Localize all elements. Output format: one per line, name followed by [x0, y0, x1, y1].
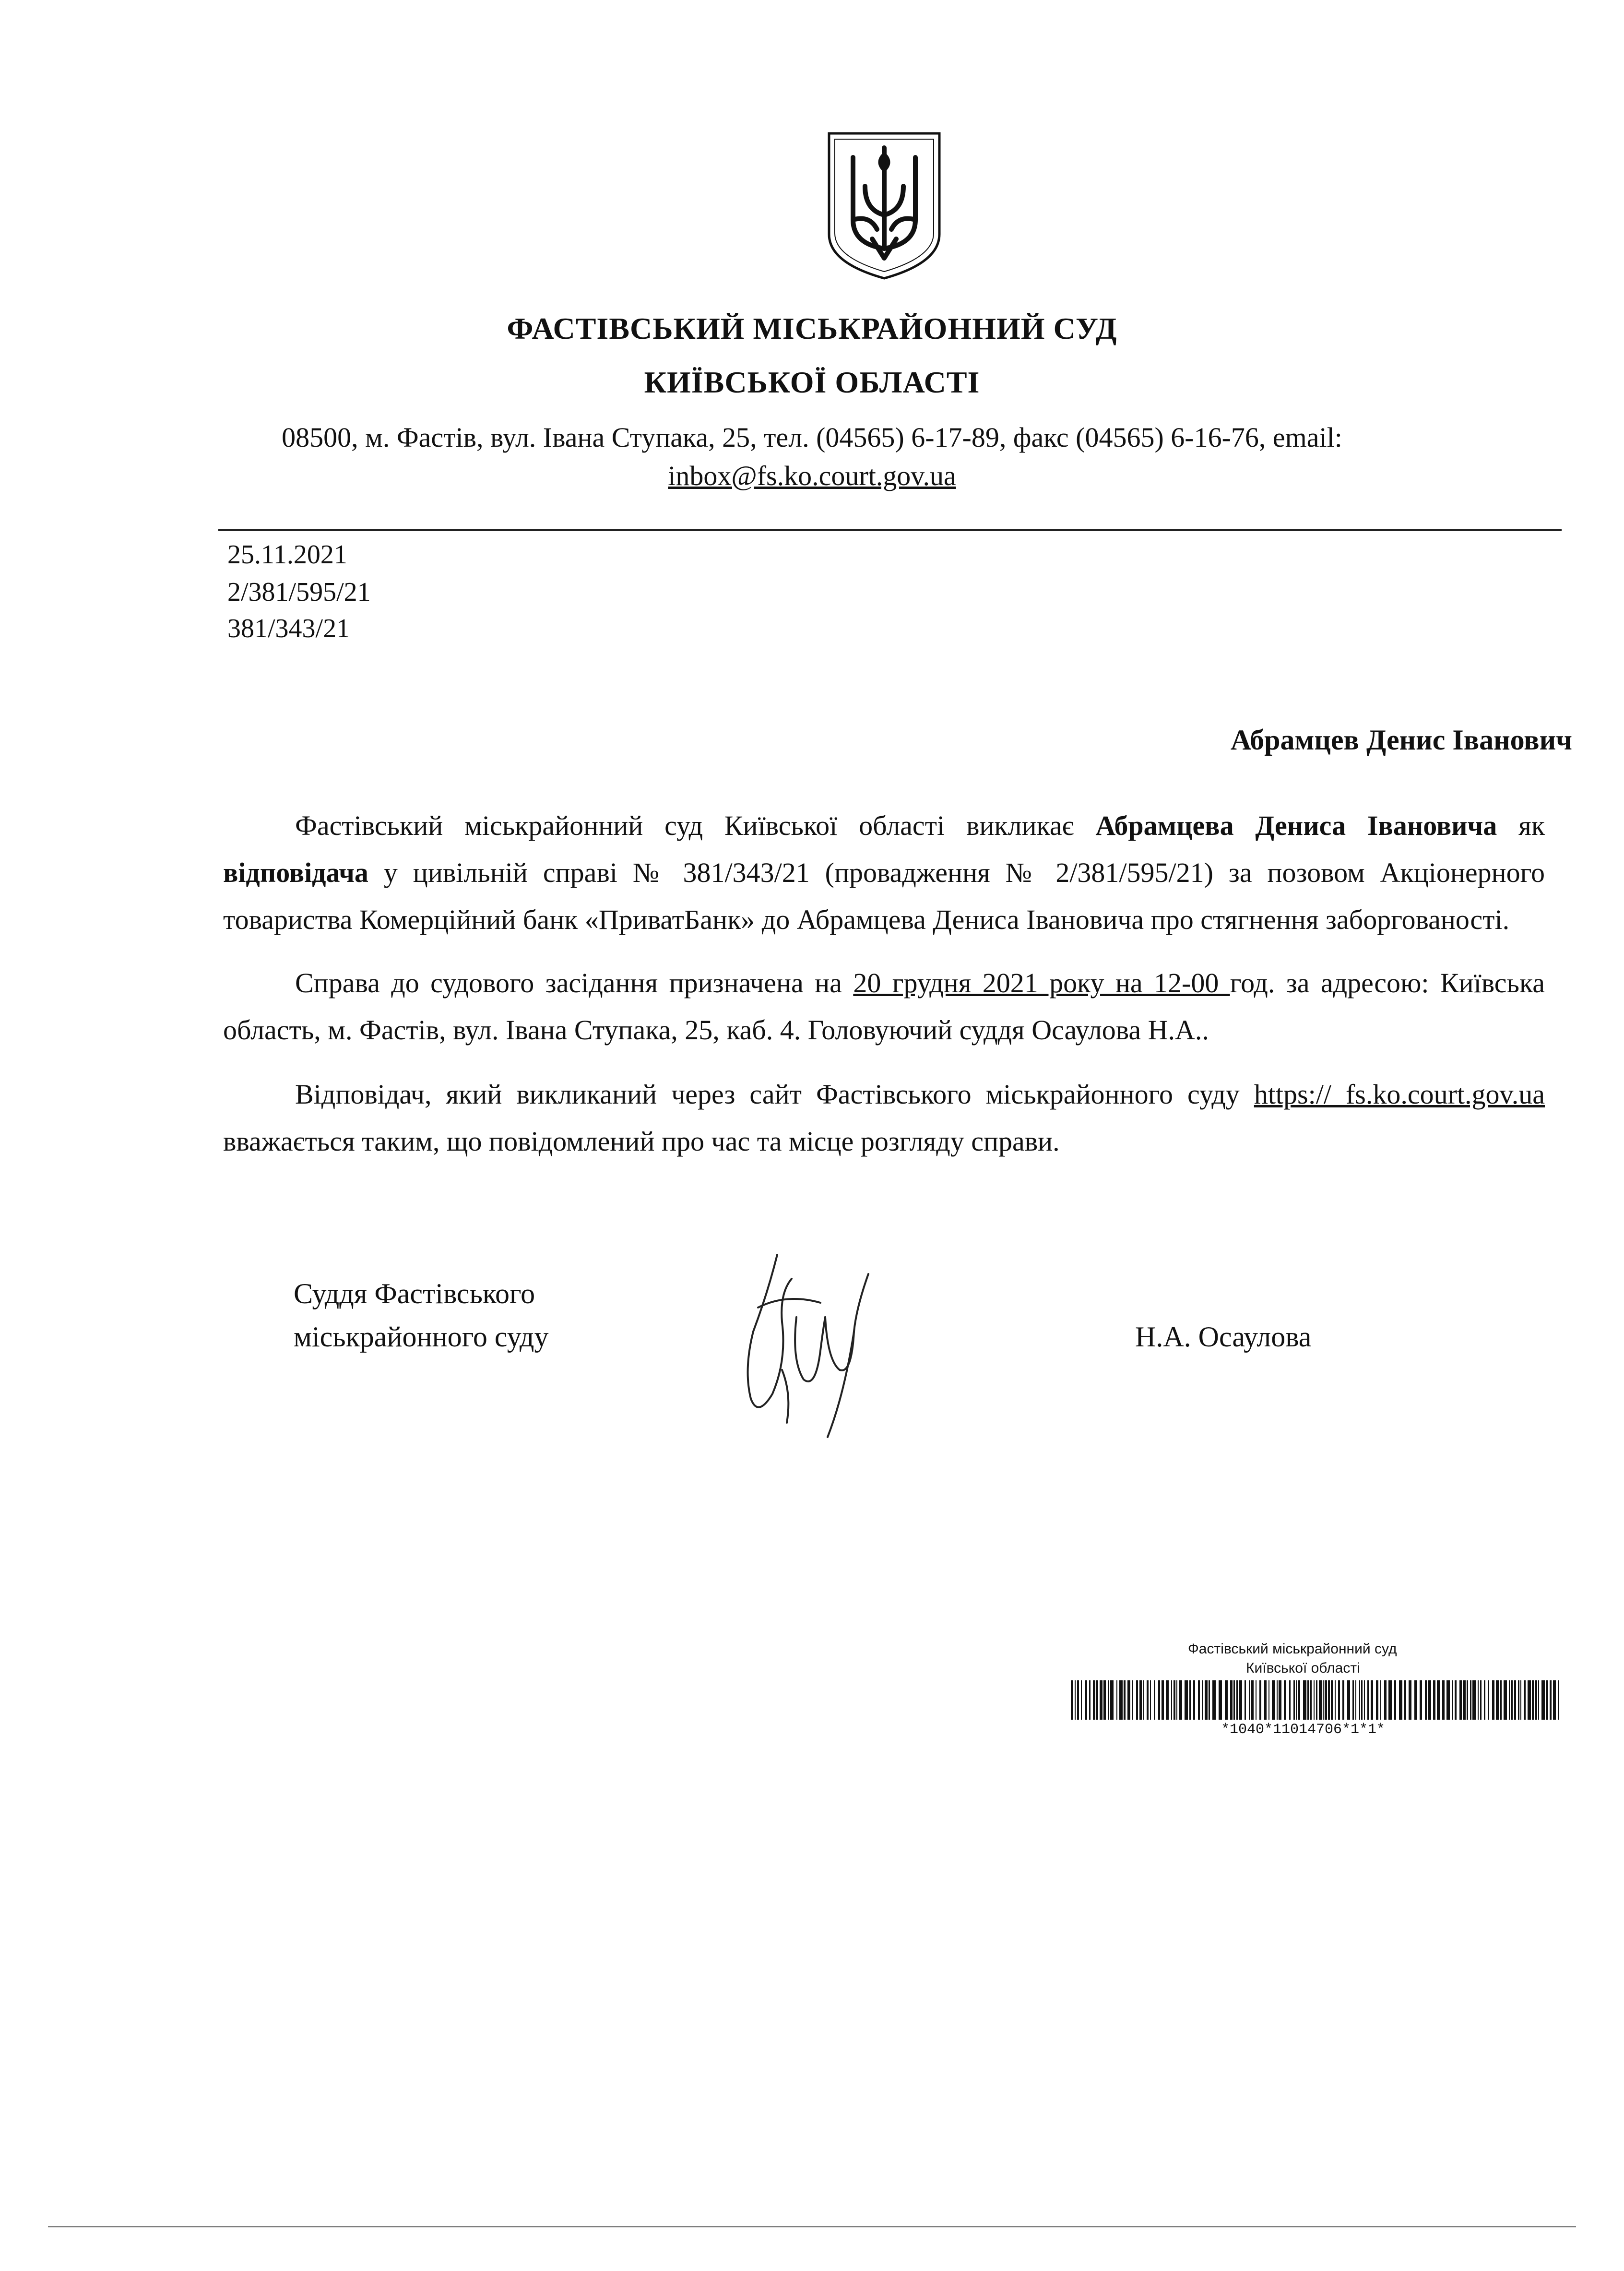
court-name-line1: ФАСТІВСЬКИЙ МІСЬКРАЙОННИЙ СУД: [507, 311, 1117, 345]
summons-paragraph-3: Відповідач, який викликаний через сайт Фастівського міськрайонного суду https:// fs.ko.court.gov.ua вважається таким, що повідомлений про час та місце розгляду справи.: [223, 1079, 1545, 1157]
trident-coat-of-arms-icon: [824, 129, 944, 282]
proceeding-number: 2/381/595/21: [227, 577, 371, 607]
page-bottom-line: [48, 2226, 1576, 2227]
court-name-line2: КИЇВСЬКОЇ ОБЛАСТІ: [644, 365, 980, 399]
signer-title-line2: міськрайонного суду: [294, 1321, 549, 1353]
barcode-icon: [1071, 1680, 1563, 1720]
court-email-line: [0, 460, 1624, 492]
stamp-barcode-code: *1040*11014706*1*1*: [1221, 1722, 1386, 1738]
court-email-link[interactable]: inbox@fs.ko.court.gov.ua: [668, 460, 956, 491]
signer-name: Н.А. Осаулова: [1135, 1321, 1312, 1353]
defendant-role: відповідача: [223, 857, 368, 888]
signer-title-line1: Суддя Фастівського: [294, 1278, 535, 1309]
header-divider: [218, 529, 1562, 531]
handwritten-signature-icon: [724, 1236, 888, 1447]
summons-paragraph-1: Фастівський міськрайонний суд Київської області викликає Абрамцева Дениса Івановича як відповідача у цивільній справі № 381/343/21 (провадження № 2/381/595/21) за позовом Акціонерного товариства Комерційний банк «ПриватБанк» до Абрамцева Дениса Івановича про стягнення заборгованості.: [223, 810, 1545, 935]
case-number: 381/343/21: [227, 614, 350, 643]
letter-date: 25.11.2021: [227, 540, 347, 570]
defendant-name: Абрамцева Дениса Івановича: [1095, 810, 1497, 841]
hearing-datetime: 20 грудня 2021 року на 12-00: [853, 967, 1230, 999]
stamp-court-name: Фастівський міськрайонний суд: [1188, 1641, 1397, 1657]
summons-paragraph-2: Справа до судового засідання призначена на 20 грудня 2021 року на 12-00 год. за адресою: Київська область, м. Фастів, вул. Івана Ступака, 25, каб. 4. Головуючий суддя Осаулова Н.А..: [223, 967, 1545, 1046]
court-website-link[interactable]: https:// fs.ko.court.gov.ua: [1254, 1079, 1545, 1110]
stamp-court-region: Київської області: [1246, 1660, 1360, 1676]
court-address: 08500, м. Фастів, вул. Івана Ступака, 25, тел. (04565) 6-17-89, факс (04565) 6-16-76, email:: [282, 422, 1342, 453]
addressee-name: Абрамцев Денис Іванович: [1230, 724, 1572, 756]
